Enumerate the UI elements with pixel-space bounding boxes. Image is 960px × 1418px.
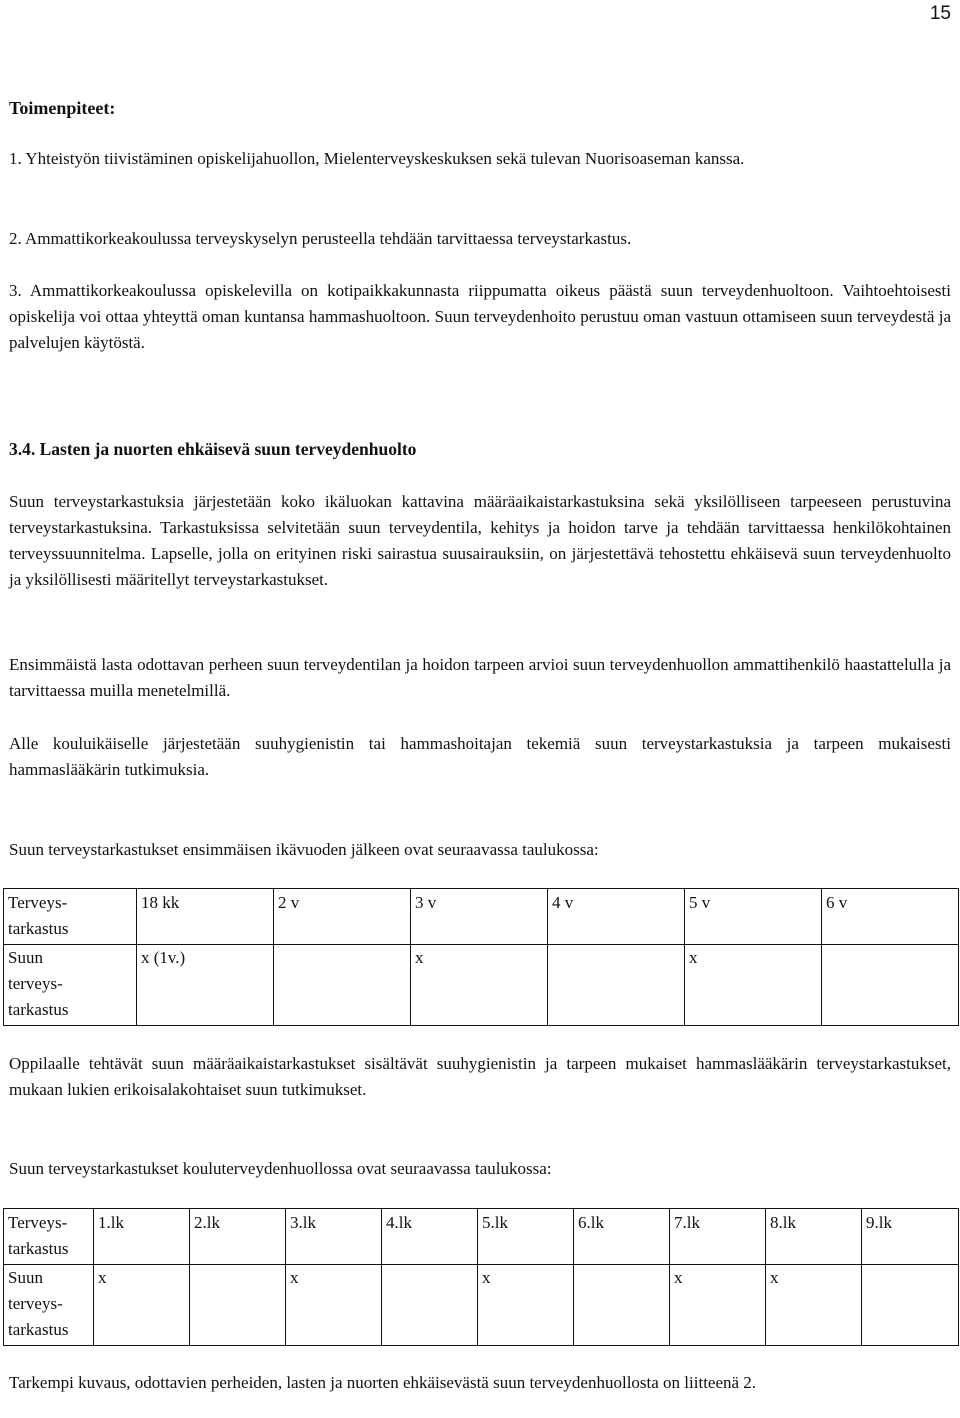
table-cell: x [685, 945, 822, 1026]
table-row [4, 1265, 959, 1346]
table-cell: 9.lk [862, 1209, 959, 1265]
table-cell: x [766, 1265, 862, 1346]
table-row [4, 889, 959, 945]
table-cell: x [94, 1265, 190, 1346]
table-cell: x [478, 1265, 574, 1346]
row-label-terveystarkastus [4, 889, 137, 945]
table-cell: 1.lk [94, 1209, 190, 1265]
row-label-line: tarkastus [8, 1239, 69, 1258]
table-cell: 4.lk [382, 1209, 478, 1265]
table-cell: 18 kk [137, 889, 274, 945]
table-cell: 2.lk [190, 1209, 286, 1265]
table-cell [574, 1265, 670, 1346]
paragraph-tarkastukset: Suun terveystarkastuksia järjestetään koko ikäluokan kattavina määräaikaistarkastuksina sekä yksilölliseen tarpeeseen perustuvina terveystarkastuksina. Tarkastuksissa selvitetään suun terveydentila, kehitys ja hoidon tarve ja tehdään tarvittaessa henkilökohtainen terveyssuunnitelma. Lapselle, jolla on erityinen riski sairastua suusairauksiin, on järjestettävä tehostettu ehkäisevä suun terveydenhuolto ja yksilöllisesti määritellyt terveystarkastukset. [9, 492, 951, 589]
table-cell: x [670, 1265, 766, 1346]
row-label-line: tarkastus [8, 1000, 69, 1019]
table-cell: 5 v [685, 889, 822, 945]
page-number: 15 [929, 3, 951, 24]
table-cell: 6.lk [574, 1209, 670, 1265]
row-label-line: terveys- [8, 974, 63, 993]
paragraph-ensimmaista-lasta: Ensimmäistä lasta odottavan perheen suun terveydentilan ja hoidon tarpeen arvioi suun terveydenhuollon ammattihenkilö haastattelulla ja tarvittaessa muilla menetelmillä. [9, 655, 951, 700]
table-cell: x [411, 945, 548, 1026]
table-school-checkups [3, 1208, 959, 1346]
row-label-terveystarkastus [4, 1209, 94, 1265]
list-item-3: 3. Ammattikorkeakoulussa opiskelevilla on kotipaikkakunnasta riippumatta oikeus päästä suun terveydenhuoltoon. Vaihtoehtoisesti opiskelija voi ottaa yhteyttä oman kuntansa hammashuoltoon. Suun terveydenhoito perustuu oman vastuun ottamiseen suun terveydestä ja palvelujen käytöstä. [9, 281, 951, 352]
row-label-line: tarkastus [8, 919, 69, 938]
table-cell [822, 945, 959, 1026]
table-cell [548, 945, 685, 1026]
paragraph-footer-note: Tarkempi kuvaus, odottavien perheiden, lasten ja nuorten ehkäisevästä suun terveydenhuollosta on liitteenä 2. [9, 1373, 757, 1392]
paragraph-alle-kouluikaiselle: Alle kouluikäiselle järjestetään suuhygienistin tai hammashoitajan tekemiä suun terveystarkastuksia ja tarpeen mukaisesti hammaslääkärin tutkimuksia. [9, 734, 951, 779]
table-cell: 2 v [274, 889, 411, 945]
table-cell [274, 945, 411, 1026]
table-cell [190, 1265, 286, 1346]
row-label-line: Suun [8, 948, 43, 967]
row-label-line: terveys- [8, 1294, 63, 1313]
table-first-year-checkups [3, 888, 959, 1026]
table-cell: 4 v [548, 889, 685, 945]
table-cell: 5.lk [478, 1209, 574, 1265]
row-label-line: Terveys- [8, 1213, 68, 1232]
table2-intro: Suun terveystarkastukset kouluterveydenhuollossa ovat seuraavassa taulukossa: [9, 1159, 552, 1178]
list-item-1: 1. Yhteistyön tiivistäminen opiskelijahuollon, Mielenterveyskeskuksen sekä tulevan Nuorisoaseman kanssa. [9, 149, 745, 168]
table-cell: 8.lk [766, 1209, 862, 1265]
row-label-line: Terveys- [8, 893, 68, 912]
row-label-line: Suun [8, 1268, 43, 1287]
table-cell: 6 v [822, 889, 959, 945]
section-heading-3-4: 3.4. Lasten ja nuorten ehkäisevä suun terveydenhuolto [9, 439, 417, 459]
section-heading-toimenpiteet: Toimenpiteet: [9, 98, 116, 118]
table-cell [382, 1265, 478, 1346]
table-cell: 3.lk [286, 1209, 382, 1265]
table-row [4, 945, 959, 1026]
list-item-2: 2. Ammattikorkeakoulussa terveyskyselyn perusteella tehdään tarvittaessa terveystarkastus. [9, 229, 632, 248]
row-label-line: tarkastus [8, 1320, 69, 1339]
row-label-suun-terveystarkastus [4, 1265, 94, 1346]
paragraph-oppilaalle: Oppilaalle tehtävät suun määräaikaistarkastukset sisältävät suuhygienistin ja tarpeen mukaiset hammaslääkärin terveystarkastukset, mukaan lukien erikoisalakohtaiset suun tutkimukset. [9, 1054, 951, 1099]
table1-intro: Suun terveystarkastukset ensimmäisen ikävuoden jälkeen ovat seuraavassa taulukossa: [9, 840, 599, 859]
table-cell: x [286, 1265, 382, 1346]
table-cell: 3 v [411, 889, 548, 945]
table-cell: 7.lk [670, 1209, 766, 1265]
table-row [4, 1209, 959, 1265]
row-label-suun-terveystarkastus [4, 945, 137, 1026]
table-cell [862, 1265, 959, 1346]
table-cell: x (1v.) [137, 945, 274, 1026]
